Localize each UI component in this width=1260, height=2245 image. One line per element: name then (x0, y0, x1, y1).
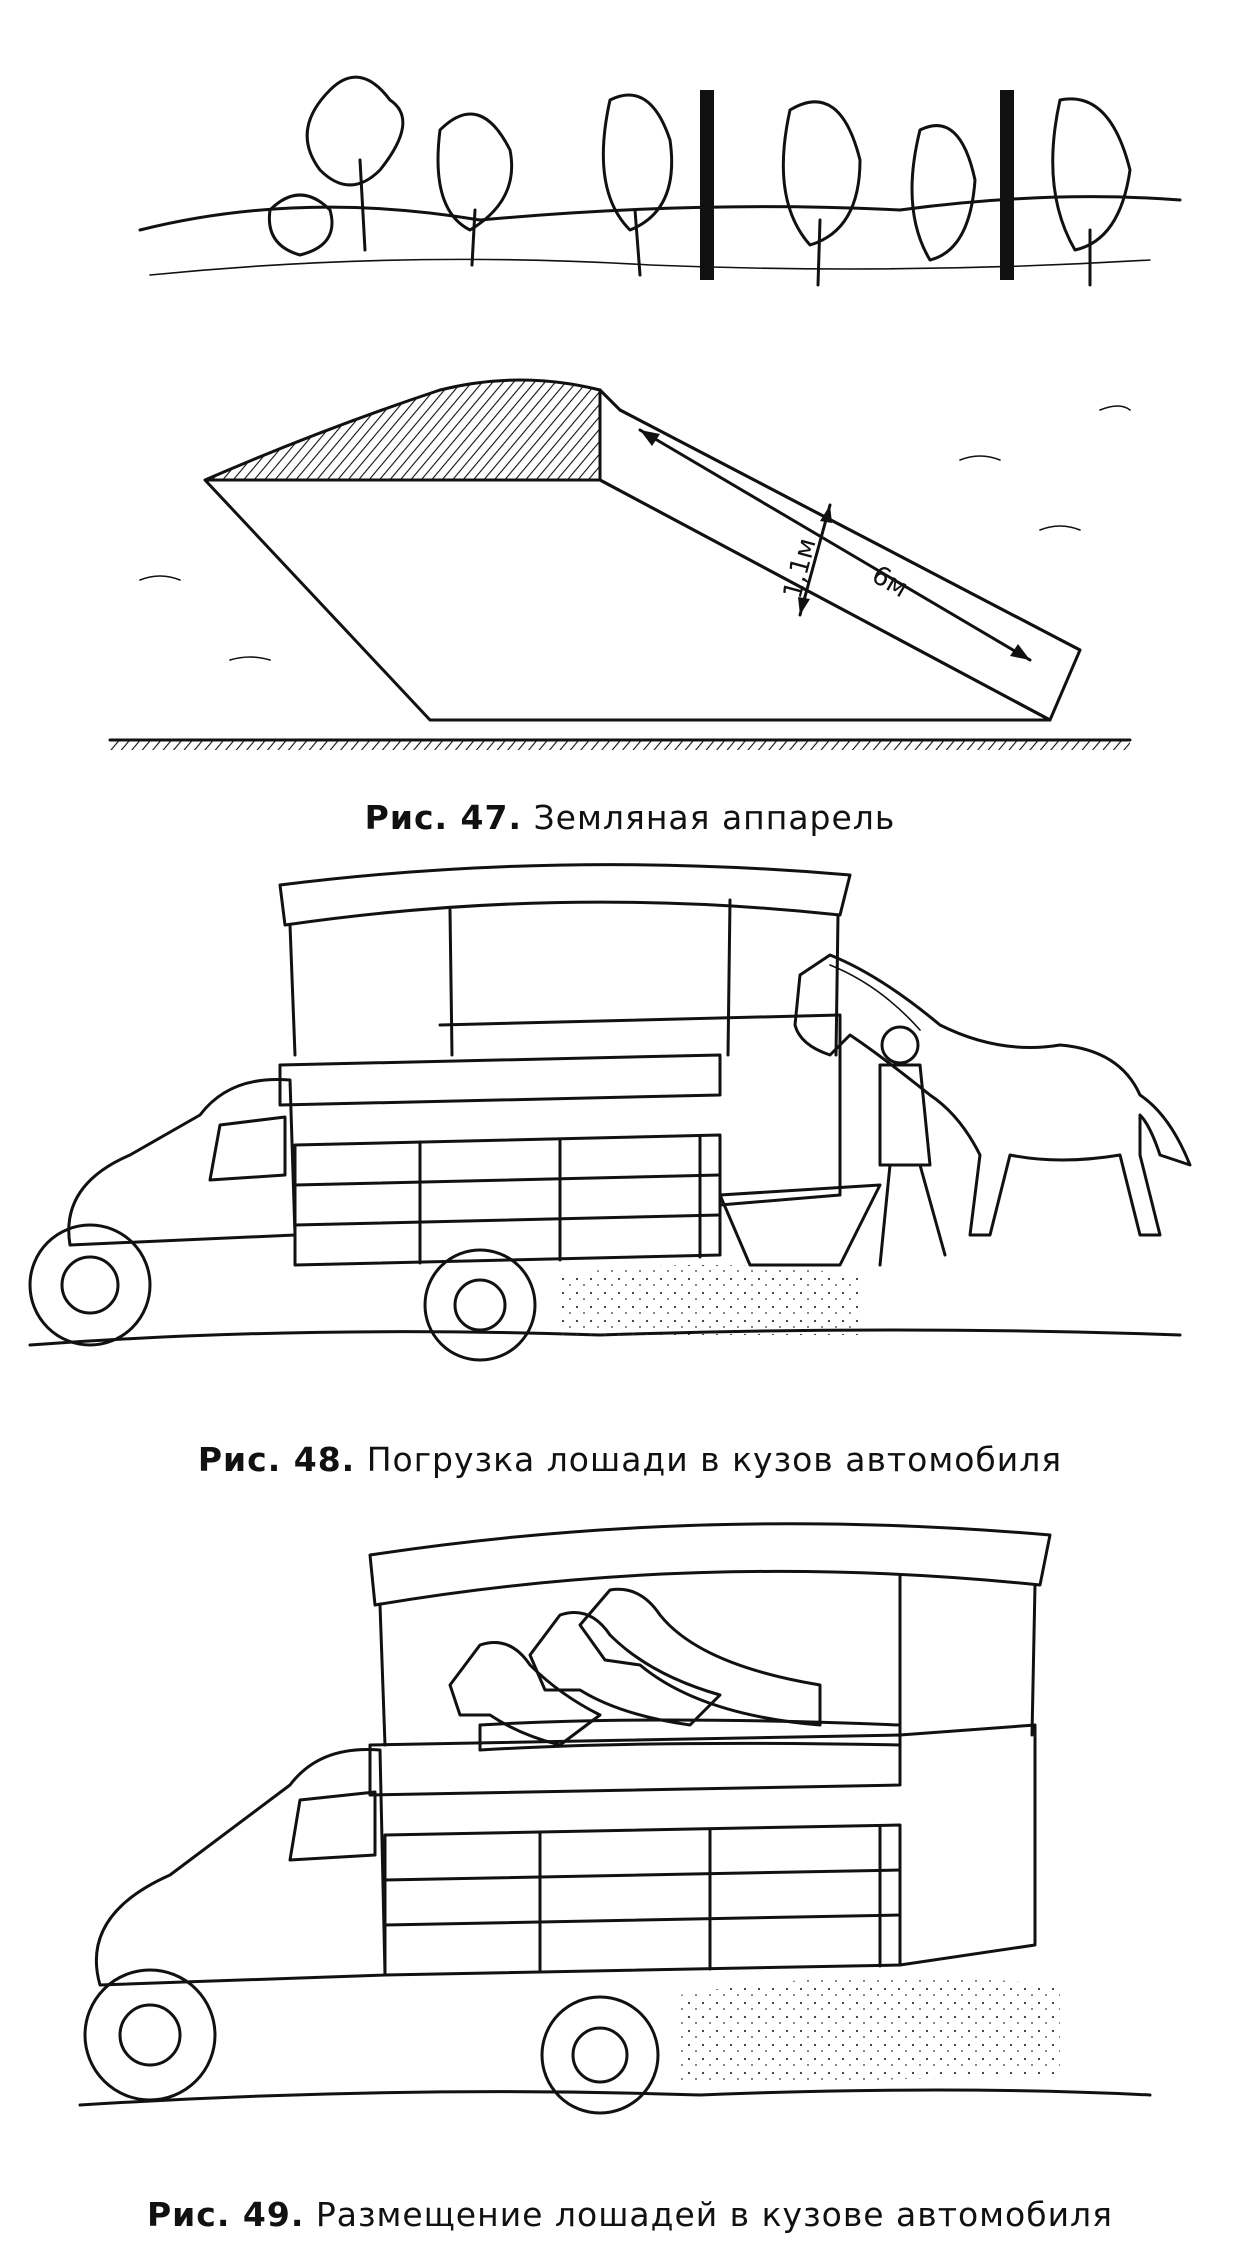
ramp (205, 380, 1080, 720)
figure-48-caption (0, 1440, 1260, 1479)
figure-47-number: Рис. 47. (364, 798, 523, 837)
figure-47-illustration (0, 60, 1260, 780)
trees (269, 77, 1130, 285)
figure-47-caption (0, 798, 1260, 837)
horses-in-bed (450, 1589, 900, 1750)
figure-47-title: Земляная аппарель (533, 798, 896, 837)
figure-48-title: Погрузка лошади в кузов автомобиля (366, 1440, 1063, 1479)
horse-figure (795, 955, 1190, 1235)
length-label: 6м (866, 560, 913, 605)
figure-48-number: Рис. 48. (197, 1440, 356, 1479)
height-label: 1,1м (777, 535, 823, 602)
figure-48-illustration (0, 855, 1260, 1415)
figure-49-title: Размещение лошадей в кузове автомобиля (315, 2195, 1113, 2234)
figure-49-number: Рис. 49. (147, 2195, 305, 2234)
figure-49-caption (0, 2195, 1260, 2234)
figure-49-illustration (0, 1495, 1260, 2185)
